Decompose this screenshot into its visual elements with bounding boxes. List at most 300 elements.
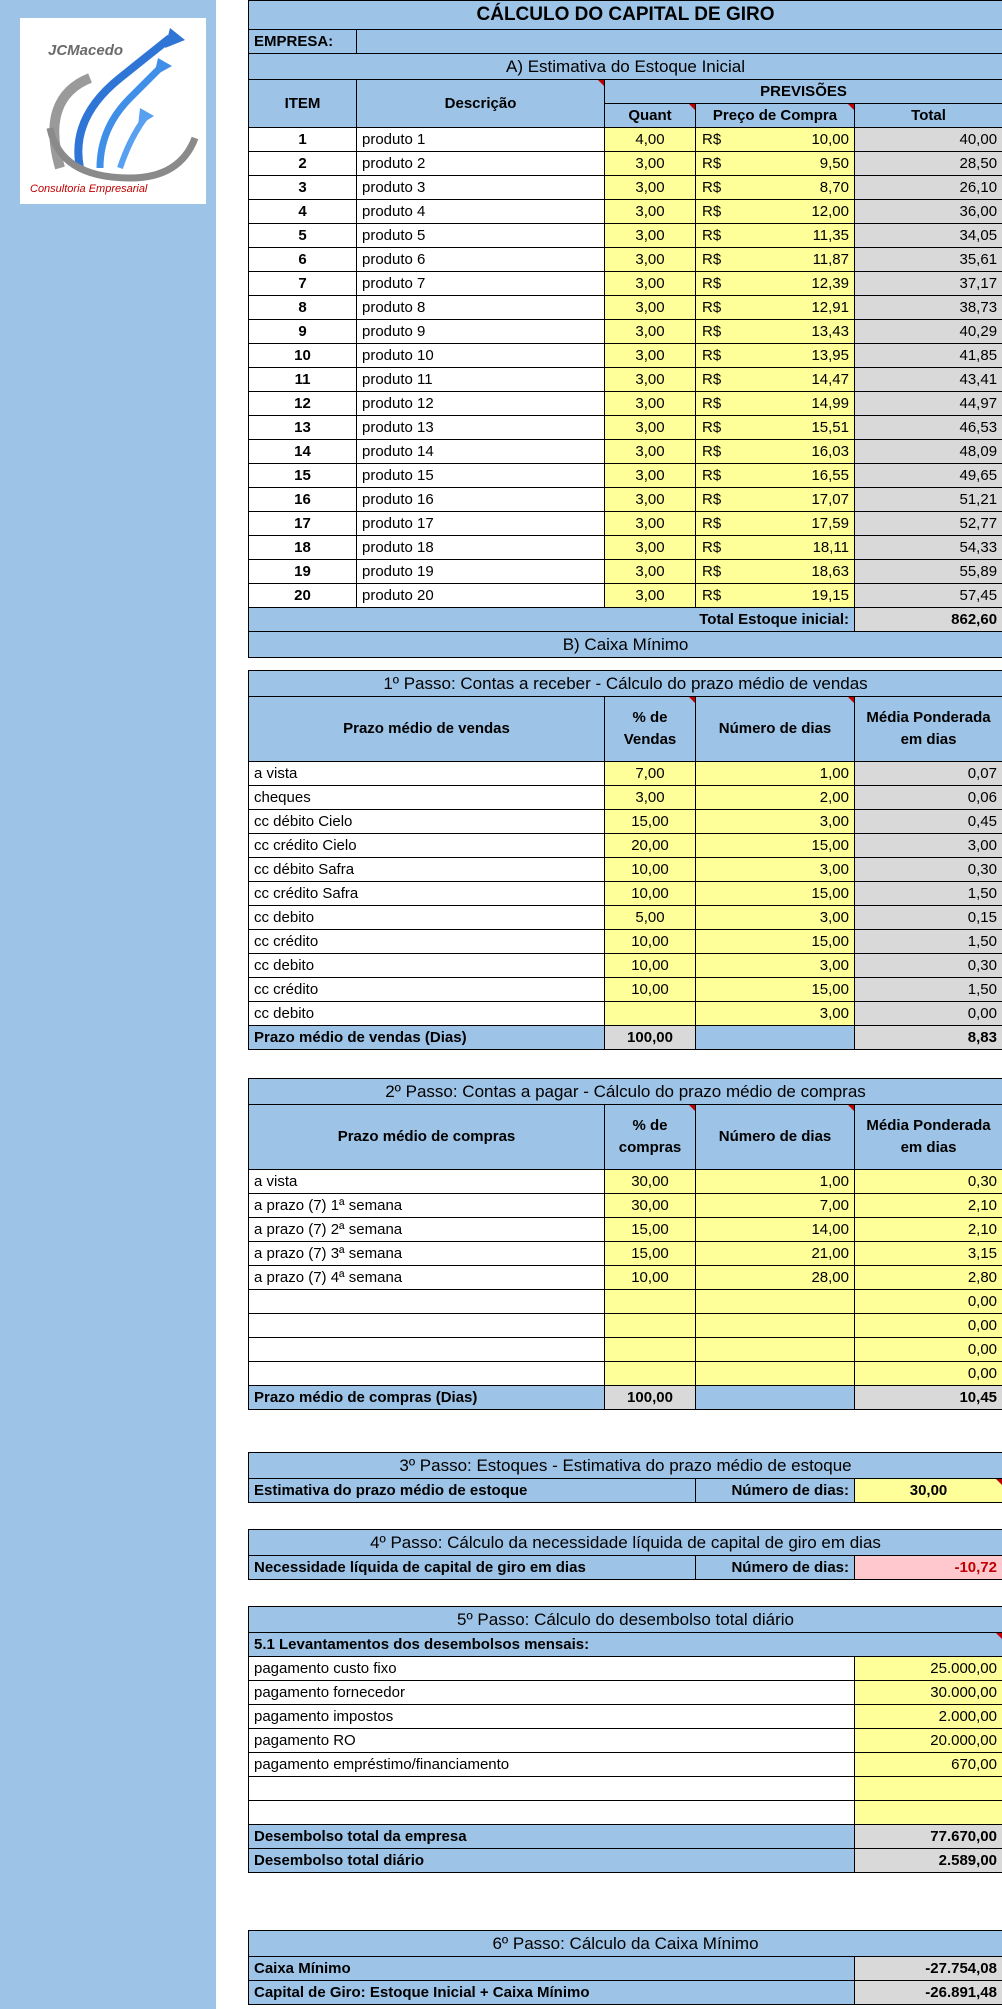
table-row — [249, 392, 1002, 416]
item-total: 55,89 — [855, 560, 1002, 584]
item-price-input[interactable] — [696, 560, 855, 584]
sales-term-desc[interactable]: cc crédito Cielo — [249, 834, 605, 858]
sales-pct-input[interactable]: 10,00 — [605, 858, 696, 882]
item-quant-input[interactable]: 3,00 — [605, 272, 696, 296]
sales-days-input[interactable]: 15,00 — [696, 834, 855, 858]
item-number: 17 — [249, 512, 357, 536]
item-total: 26,10 — [855, 176, 1002, 200]
currency-label: R$ — [702, 490, 722, 508]
table-row — [249, 1801, 1002, 1825]
sales-days-input[interactable]: 3,00 — [696, 810, 855, 834]
item-number: 7 — [249, 272, 357, 296]
item-number: 13 — [249, 416, 357, 440]
item-quant-input[interactable]: 3,00 — [605, 320, 696, 344]
sales-term-desc[interactable]: a vista — [249, 762, 605, 786]
item-quant-input[interactable]: 3,00 — [605, 416, 696, 440]
price-value: 16,55 — [811, 466, 849, 484]
purchase-weighted-avg: 2,10 — [855, 1218, 1002, 1242]
purchase-days-input[interactable]: 7,00 — [696, 1194, 855, 1218]
table-row — [249, 1194, 1002, 1218]
purchase-days-input[interactable]: 14,00 — [696, 1218, 855, 1242]
sales-pct-input[interactable]: 15,00 — [605, 810, 696, 834]
table-row — [249, 224, 1002, 248]
item-description[interactable]: produto 11 — [357, 368, 605, 392]
item-number: 19 — [249, 560, 357, 584]
item-quant-input[interactable]: 3,00 — [605, 512, 696, 536]
item-price-input[interactable] — [696, 272, 855, 296]
table-row — [249, 248, 1002, 272]
item-description[interactable]: produto 13 — [357, 416, 605, 440]
table-row — [249, 1777, 1002, 1801]
item-price-input[interactable] — [696, 584, 855, 608]
sales-pct-input[interactable]: 7,00 — [605, 762, 696, 786]
price-value: 18,11 — [812, 538, 849, 556]
purchase-pct-input[interactable] — [605, 1290, 696, 1314]
currency-label: R$ — [702, 154, 722, 172]
disbursement-desc[interactable]: pagamento impostos — [249, 1705, 855, 1729]
logo-subtitle: Consultoria Empresarial — [30, 183, 148, 195]
purchase-term-desc[interactable]: a prazo (7) 3ª semana — [249, 1242, 605, 1266]
caixa-minimo-label: Caixa Mínimo — [249, 1957, 855, 1981]
step5-daily-label: Desembolso total diário — [249, 1849, 855, 1873]
sales-weighted-avg: 1,50 — [855, 930, 1002, 954]
item-price-input[interactable] — [696, 392, 855, 416]
sales-pct-input[interactable]: 10,00 — [605, 930, 696, 954]
purchase-days-input[interactable]: 28,00 — [696, 1266, 855, 1290]
currency-label: R$ — [702, 394, 722, 412]
caixa-minimo-value: -27.754,08 — [855, 1957, 1002, 1981]
empresa-label: EMPRESA: — [249, 30, 357, 54]
currency-label: R$ — [702, 442, 722, 460]
purchase-pct-input[interactable]: 30,00 — [605, 1170, 696, 1194]
item-description[interactable]: produto 5 — [357, 224, 605, 248]
disbursement-value-input[interactable]: 20.000,00 — [855, 1729, 1002, 1753]
step1-title: 1º Passo: Contas a receber - Cálculo do prazo médio de vendas — [249, 671, 1002, 697]
price-value: 12,91 — [811, 298, 849, 316]
step4-days-label: Número de dias: — [696, 1556, 855, 1580]
purchase-term-table — [248, 1078, 1002, 1410]
item-total: 48,09 — [855, 440, 1002, 464]
item-description[interactable]: produto 19 — [357, 560, 605, 584]
item-price-input[interactable] — [696, 296, 855, 320]
item-number: 6 — [249, 248, 357, 272]
disbursement-value-input[interactable]: 25.000,00 — [855, 1657, 1002, 1681]
step2-col-avg: Média Ponderada em dias — [855, 1105, 1002, 1170]
item-price-input[interactable] — [696, 152, 855, 176]
min-cash-table — [248, 1930, 1002, 2005]
item-quant-input[interactable]: 3,00 — [605, 488, 696, 512]
price-value: 14,99 — [811, 394, 849, 412]
sales-pct-input[interactable]: 3,00 — [605, 786, 696, 810]
item-price-input[interactable] — [696, 416, 855, 440]
sales-pct-input[interactable]: 20,00 — [605, 834, 696, 858]
section-a-title: A) Estimativa do Estoque Inicial — [249, 54, 1002, 80]
table-row — [249, 1338, 1002, 1362]
item-quant-input[interactable]: 4,00 — [605, 128, 696, 152]
currency-label: R$ — [702, 250, 722, 268]
disbursement-desc[interactable] — [249, 1777, 855, 1801]
disbursement-value-input[interactable]: 30.000,00 — [855, 1681, 1002, 1705]
item-description[interactable]: produto 3 — [357, 176, 605, 200]
sales-weighted-avg: 3,00 — [855, 834, 1002, 858]
table-row — [249, 560, 1002, 584]
purchase-term-desc[interactable] — [249, 1290, 605, 1314]
item-price-input[interactable] — [696, 200, 855, 224]
sales-days-input[interactable]: 3,00 — [696, 858, 855, 882]
item-description[interactable]: produto 10 — [357, 344, 605, 368]
sales-days-input[interactable]: 15,00 — [696, 978, 855, 1002]
table-row — [249, 762, 1002, 786]
net-need-table — [248, 1529, 1002, 1580]
item-quant-input[interactable]: 3,00 — [605, 368, 696, 392]
item-description[interactable]: produto 8 — [357, 296, 605, 320]
sales-weighted-avg: 0,30 — [855, 858, 1002, 882]
item-number: 2 — [249, 152, 357, 176]
sales-weighted-avg: 0,45 — [855, 810, 1002, 834]
disbursement-value-input[interactable] — [855, 1777, 1002, 1801]
item-total: 35,61 — [855, 248, 1002, 272]
sales-days-input[interactable]: 15,00 — [696, 930, 855, 954]
item-number: 18 — [249, 536, 357, 560]
item-price-input[interactable] — [696, 224, 855, 248]
step5-subtitle: 5.1 Levantamentos dos desembolsos mensais: — [249, 1633, 1002, 1657]
empresa-input[interactable] — [357, 30, 1002, 54]
stock-table — [248, 0, 1002, 658]
currency-label: R$ — [702, 514, 722, 532]
step2-col-days: Número de dias — [696, 1105, 855, 1170]
item-description[interactable]: produto 6 — [357, 248, 605, 272]
disbursement-value-input[interactable]: 2.000,00 — [855, 1705, 1002, 1729]
sales-days-input[interactable]: 15,00 — [696, 882, 855, 906]
sales-term-desc[interactable]: cheques — [249, 786, 605, 810]
step1-col-days: Número de dias — [696, 697, 855, 762]
sales-weighted-avg: 0,00 — [855, 1002, 1002, 1026]
sales-weighted-avg: 0,06 — [855, 786, 1002, 810]
purchase-days-input[interactable] — [696, 1362, 855, 1386]
table-row — [249, 1705, 1002, 1729]
table-row — [249, 176, 1002, 200]
item-price-input[interactable] — [696, 440, 855, 464]
currency-label: R$ — [702, 538, 722, 556]
table-row — [249, 834, 1002, 858]
sales-pct-input[interactable]: 10,00 — [605, 954, 696, 978]
purchase-days-input[interactable]: 1,00 — [696, 1170, 855, 1194]
sales-pct-input[interactable]: 10,00 — [605, 978, 696, 1002]
price-value: 15,51 — [811, 418, 849, 436]
item-total: 57,45 — [855, 584, 1002, 608]
step5-total-label: Desembolso total da empresa — [249, 1825, 855, 1849]
step5-title: 5º Passo: Cálculo do desembolso total diário — [249, 1607, 1002, 1633]
table-row — [249, 1290, 1002, 1314]
item-description[interactable]: produto 4 — [357, 200, 605, 224]
step4-title: 4º Passo: Cálculo da necessidade líquida de capital de giro em dias — [249, 1530, 1002, 1556]
price-value: 19,15 — [811, 586, 849, 604]
item-number: 11 — [249, 368, 357, 392]
table-row — [249, 416, 1002, 440]
table-row — [249, 978, 1002, 1002]
price-value: 12,39 — [811, 274, 849, 292]
sales-term-desc[interactable]: cc debito — [249, 954, 605, 978]
disbursement-desc[interactable] — [249, 1801, 855, 1825]
item-quant-input[interactable]: 3,00 — [605, 392, 696, 416]
item-description[interactable]: produto 14 — [357, 440, 605, 464]
item-price-input[interactable] — [696, 176, 855, 200]
item-quant-input[interactable]: 3,00 — [605, 152, 696, 176]
item-quant-input[interactable]: 3,00 — [605, 536, 696, 560]
sales-term-desc[interactable]: cc debito — [249, 1002, 605, 1026]
item-description[interactable]: produto 7 — [357, 272, 605, 296]
sales-days-input[interactable]: 1,00 — [696, 762, 855, 786]
currency-label: R$ — [702, 346, 722, 364]
item-description[interactable]: produto 16 — [357, 488, 605, 512]
item-price-input[interactable] — [696, 368, 855, 392]
item-total: 49,65 — [855, 464, 1002, 488]
item-quant-input[interactable]: 3,00 — [605, 584, 696, 608]
item-total: 41,85 — [855, 344, 1002, 368]
sales-days-input[interactable]: 3,00 — [696, 954, 855, 978]
disbursement-desc[interactable]: pagamento RO — [249, 1729, 855, 1753]
purchase-weighted-avg: 0,00 — [855, 1314, 1002, 1338]
table-row — [249, 152, 1002, 176]
sales-pct-input[interactable]: 5,00 — [605, 906, 696, 930]
disbursement-desc[interactable]: pagamento empréstimo/financiamento — [249, 1753, 855, 1777]
purchase-weighted-avg: 0,00 — [855, 1362, 1002, 1386]
stock-term-table — [248, 1452, 1002, 1503]
purchase-pct-input[interactable] — [605, 1338, 696, 1362]
item-price-input[interactable] — [696, 248, 855, 272]
step3-days-input[interactable]: 30,00 — [855, 1479, 1002, 1503]
step1-total-avg: 8,83 — [855, 1026, 1002, 1050]
item-number: 15 — [249, 464, 357, 488]
step2-col-desc: Prazo médio de compras — [249, 1105, 605, 1170]
item-description[interactable]: produto 18 — [357, 536, 605, 560]
table-row — [249, 882, 1002, 906]
table-row — [249, 1242, 1002, 1266]
item-price-input[interactable] — [696, 320, 855, 344]
item-description[interactable]: produto 17 — [357, 512, 605, 536]
table-row — [249, 128, 1002, 152]
item-description[interactable]: produto 20 — [357, 584, 605, 608]
item-number: 16 — [249, 488, 357, 512]
sales-weighted-avg: 0,15 — [855, 906, 1002, 930]
sales-days-input[interactable]: 3,00 — [696, 1002, 855, 1026]
purchase-days-input[interactable]: 21,00 — [696, 1242, 855, 1266]
item-quant-input[interactable]: 3,00 — [605, 224, 696, 248]
purchase-pct-input[interactable] — [605, 1314, 696, 1338]
item-description[interactable]: produto 9 — [357, 320, 605, 344]
step2-total-label: Prazo médio de compras (Dias) — [249, 1386, 605, 1410]
purchase-term-desc[interactable]: a prazo (7) 1ª semana — [249, 1194, 605, 1218]
purchase-weighted-avg: 0,30 — [855, 1170, 1002, 1194]
purchase-pct-input[interactable]: 15,00 — [605, 1218, 696, 1242]
purchase-days-input[interactable] — [696, 1314, 855, 1338]
disbursement-value-input[interactable]: 670,00 — [855, 1753, 1002, 1777]
item-total: 51,21 — [855, 488, 1002, 512]
sales-weighted-avg: 1,50 — [855, 978, 1002, 1002]
disbursement-table — [248, 1606, 1002, 1873]
gutter — [216, 0, 248, 2009]
sales-pct-input[interactable]: 10,00 — [605, 882, 696, 906]
purchase-term-desc[interactable]: a vista — [249, 1170, 605, 1194]
sales-term-desc[interactable]: cc crédito — [249, 930, 605, 954]
item-price-input[interactable] — [696, 464, 855, 488]
item-quant-input[interactable]: 3,00 — [605, 344, 696, 368]
sales-weighted-avg: 1,50 — [855, 882, 1002, 906]
sales-pct-input[interactable] — [605, 1002, 696, 1026]
item-total: 37,17 — [855, 272, 1002, 296]
table-row — [249, 1266, 1002, 1290]
step6-title: 6º Passo: Cálculo da Caixa Mínimo — [249, 1931, 1002, 1957]
table-row — [249, 344, 1002, 368]
table-row — [249, 1362, 1002, 1386]
step2-col-pct: % de compras — [605, 1105, 696, 1170]
table-row — [249, 200, 1002, 224]
step4-days-value: -10,72 — [855, 1556, 1002, 1580]
item-total: 36,00 — [855, 200, 1002, 224]
step4-label: Necessidade líquida de capital de giro em dias — [249, 1556, 696, 1580]
table-row — [249, 1002, 1002, 1026]
purchase-days-input[interactable] — [696, 1290, 855, 1314]
purchase-term-desc[interactable] — [249, 1314, 605, 1338]
currency-label: R$ — [702, 322, 722, 340]
item-description[interactable]: produto 12 — [357, 392, 605, 416]
stock-total-value: 862,60 — [855, 608, 1002, 632]
sales-term-desc[interactable]: cc crédito Safra — [249, 882, 605, 906]
col-previsoes: PREVISÕES — [605, 80, 1002, 104]
sales-term-desc[interactable]: cc crédito — [249, 978, 605, 1002]
sales-term-desc[interactable]: cc débito Cielo — [249, 810, 605, 834]
sales-weighted-avg: 0,30 — [855, 954, 1002, 978]
price-value: 18,63 — [811, 562, 849, 580]
item-total: 44,97 — [855, 392, 1002, 416]
table-row — [249, 954, 1002, 978]
item-description[interactable]: produto 15 — [357, 464, 605, 488]
item-quant-input[interactable]: 3,00 — [605, 440, 696, 464]
item-quant-input[interactable]: 3,00 — [605, 176, 696, 200]
table-row — [249, 1729, 1002, 1753]
item-price-input[interactable] — [696, 128, 855, 152]
purchase-pct-input[interactable] — [605, 1362, 696, 1386]
item-price-input[interactable] — [696, 344, 855, 368]
sales-days-input[interactable]: 3,00 — [696, 906, 855, 930]
item-price-input[interactable] — [696, 512, 855, 536]
item-quant-input[interactable]: 3,00 — [605, 248, 696, 272]
currency-label: R$ — [702, 178, 722, 196]
disbursement-desc[interactable]: pagamento custo fixo — [249, 1657, 855, 1681]
price-value: 8,70 — [819, 178, 849, 196]
table-row — [249, 1170, 1002, 1194]
item-price-input[interactable] — [696, 488, 855, 512]
purchase-weighted-avg: 3,15 — [855, 1242, 1002, 1266]
table-row — [249, 464, 1002, 488]
purchase-pct-input[interactable]: 10,00 — [605, 1266, 696, 1290]
item-total: 28,50 — [855, 152, 1002, 176]
purchase-pct-input[interactable]: 15,00 — [605, 1242, 696, 1266]
currency-label: R$ — [702, 130, 722, 148]
currency-label: R$ — [702, 298, 722, 316]
table-row — [249, 930, 1002, 954]
page-title: CÁLCULO DO CAPITAL DE GIRO — [249, 1, 1002, 30]
disbursement-value-input[interactable] — [855, 1801, 1002, 1825]
item-quant-input[interactable]: 3,00 — [605, 296, 696, 320]
table-row — [249, 786, 1002, 810]
price-value: 14,47 — [811, 370, 849, 388]
sales-term-table — [248, 670, 1002, 1050]
table-row — [249, 296, 1002, 320]
item-number: 9 — [249, 320, 357, 344]
table-row — [249, 512, 1002, 536]
table-row — [249, 810, 1002, 834]
purchase-term-desc[interactable]: a prazo (7) 2ª semana — [249, 1218, 605, 1242]
table-row — [249, 536, 1002, 560]
step5-total-value: 77.670,00 — [855, 1825, 1002, 1849]
item-total: 38,73 — [855, 296, 1002, 320]
table-row — [249, 1681, 1002, 1705]
item-quant-input[interactable]: 3,00 — [605, 200, 696, 224]
purchase-days-input[interactable] — [696, 1338, 855, 1362]
purchase-weighted-avg: 2,10 — [855, 1194, 1002, 1218]
step1-col-pct: % de Vendas — [605, 697, 696, 762]
step1-total-label: Prazo médio de vendas (Dias) — [249, 1026, 605, 1050]
purchase-term-desc[interactable]: a prazo (7) 4ª semana — [249, 1266, 605, 1290]
item-number: 3 — [249, 176, 357, 200]
price-value: 16,03 — [811, 442, 849, 460]
step3-title: 3º Passo: Estoques - Estimativa do prazo médio de estoque — [249, 1453, 1002, 1479]
item-number: 14 — [249, 440, 357, 464]
table-row — [249, 1753, 1002, 1777]
currency-label: R$ — [702, 370, 722, 388]
item-price-input[interactable] — [696, 536, 855, 560]
step1-col-desc: Prazo médio de vendas — [249, 697, 605, 762]
item-total: 40,29 — [855, 320, 1002, 344]
price-value: 17,59 — [811, 514, 849, 532]
table-row — [249, 440, 1002, 464]
purchase-weighted-avg: 0,00 — [855, 1338, 1002, 1362]
item-number: 12 — [249, 392, 357, 416]
item-description[interactable]: produto 2 — [357, 152, 605, 176]
item-quant-input[interactable]: 3,00 — [605, 560, 696, 584]
item-number: 8 — [249, 296, 357, 320]
table-row — [249, 584, 1002, 608]
sidebar — [0, 0, 216, 2009]
table-row — [249, 488, 1002, 512]
currency-label: R$ — [702, 274, 722, 292]
table-row — [249, 1218, 1002, 1242]
section-b-title: B) Caixa Mínimo — [249, 632, 1002, 658]
sales-term-desc[interactable]: cc debito — [249, 906, 605, 930]
item-description[interactable]: produto 1 — [357, 128, 605, 152]
price-value: 10,00 — [811, 130, 849, 148]
currency-label: R$ — [702, 226, 722, 244]
item-quant-input[interactable]: 3,00 — [605, 464, 696, 488]
step3-days-label: Número de dias: — [696, 1479, 855, 1503]
sales-days-input[interactable]: 2,00 — [696, 786, 855, 810]
purchase-term-desc[interactable] — [249, 1362, 605, 1386]
sales-term-desc[interactable]: cc débito Safra — [249, 858, 605, 882]
item-number: 20 — [249, 584, 357, 608]
currency-label: R$ — [702, 202, 722, 220]
disbursement-desc[interactable]: pagamento fornecedor — [249, 1681, 855, 1705]
step1-total-pct: 100,00 — [605, 1026, 696, 1050]
step5-daily-value: 2.589,00 — [855, 1849, 1002, 1873]
price-value: 17,07 — [811, 490, 849, 508]
purchase-term-desc[interactable] — [249, 1338, 605, 1362]
price-value: 12,00 — [811, 202, 849, 220]
capital-giro-value: -26.891,48 — [855, 1981, 1002, 2005]
purchase-pct-input[interactable]: 30,00 — [605, 1194, 696, 1218]
step1-col-avg: Média Ponderada em dias — [855, 697, 1002, 762]
step2-total-pct: 100,00 — [605, 1386, 696, 1410]
